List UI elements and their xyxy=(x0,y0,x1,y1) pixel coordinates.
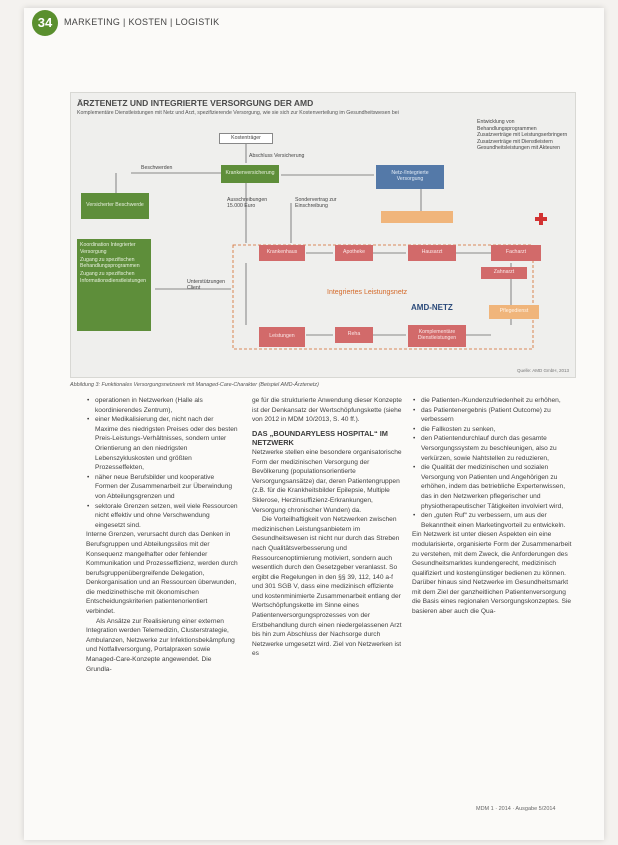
green-list xyxy=(77,239,151,331)
amd-logo: AMD-NETZ xyxy=(411,303,453,312)
kostentraeger-box: Kostenträger xyxy=(219,133,273,144)
list-item: • einer Medikalisierung der, nicht nach der Maxime des niedrigsten Preises oder des besten Preis-Leistungs-Verhältnisses, sondern unter Orientierung an den niedrigsten Lebenszykluskosten und größten Prozesseffekten, xyxy=(95,415,238,473)
leistung-box-3: Hausarzt xyxy=(408,245,456,261)
running-head: MARKETING | KOSTEN | LOGISTIK xyxy=(64,17,220,27)
section-heading: DAS „BOUNDARYLESS HOSPITAL“ IM NETZWERK xyxy=(252,428,388,448)
figure-caption: Abbildung 3: Funktionales Versorgungsnetzwerk mit Managed-Care-Charakter (Beispiel AMD-Ärztenetz) xyxy=(70,382,319,388)
list-item: • näher neue Berufsbilder und kooperative Formen der Zusammenarbeit zur Überwindung von Abteilungsgrenzen und xyxy=(95,473,238,502)
paragraph: Interne Grenzen, verursacht durch das Denken in Berufsgruppen und Abteilungssilos mit der Konsequenz mangelhafter oder fehlender Kommunikation und Prozesseffizienz, werden durch berufsgruppenübergreifende Delegation, Denkorganisation und an Ressourcen überwunden, die medizinethische mit ökonomischen Entscheidungskriterien patientenorientiert verbindet. xyxy=(86,531,238,616)
versicherter-box: Versicherter Beschwerde xyxy=(81,193,149,219)
figure-subtitle: Komplementäre Dienstleistungen mit Netz und Arzt, spezifizierende Versorgung, wie sie sich zur Kostenverteilung im Gesundheitswesen bei xyxy=(77,110,399,116)
kompl-box: Komplementäre Dienstleistungen xyxy=(408,325,466,347)
versicherung-box: Krankenversicherung xyxy=(221,165,279,183)
paragraph: Ein Netzwerk ist unter diesen Aspekten ein eine modularisierte, organisierte Form der Zusammenarbeit zu verstehen, mit dem Zweck, die Anforderungen des Gesundheitsmarktes kundengerecht, medizinisch qualifiziert und kostengünstiger bedienen zu können. Darüber hinaus sind Netzwerke im Gesundheitsmarkt mit dem Ziel der ganzheitlichen Patientenversorgung die Basis eines regionalen Versorgungskonzeptes. Sie basieren aber auch die Qua- xyxy=(412,531,572,616)
list-item: • die Fallkosten zu senken, xyxy=(421,425,572,435)
red-cross-icon xyxy=(535,213,547,225)
beschwerden-label: Beschwerden xyxy=(141,165,173,171)
column-2 xyxy=(252,396,402,659)
figure-diagram xyxy=(70,92,576,378)
list-item: • operationen in Netzwerken (Halle als koordinierendes Zentrum), xyxy=(95,396,238,415)
sondervertrag-label: Sondervertrag zur Einschreibung xyxy=(295,197,337,210)
leistung-box-4: Facharzt xyxy=(491,245,541,261)
leistung-box-6: Pflegedienst xyxy=(489,305,539,319)
list-item: • das Patientenergebnis (Patient Outcome) zu verbessern xyxy=(421,406,572,425)
list-item: • sektorale Grenzen setzen, weil viele Ressourcen nicht effektiv und ohne Verschwendung eingesetzt sind. xyxy=(95,502,238,531)
list-item: • die Patienten-/Kundenzufriedenheit zu erhöhen, xyxy=(421,396,572,406)
green-list-item: Zugang zu spezifischen Informationsdienstleistungen xyxy=(80,271,147,284)
unterstuetzung-label: Unterstützungen Client xyxy=(187,279,226,292)
page-number: 34 xyxy=(32,10,58,36)
netz-vertrag-box: Netz-/Integrierte Versorgung xyxy=(376,165,444,189)
right-list-item: Zusatzverträge mit Leistungserbringern xyxy=(477,132,568,138)
list-item: • den Patientendurchlauf durch das gesamte Versorgungssystem zu beschleunigen, also zu verkürzen, sowie Nahtstellen zu reduzieren, xyxy=(421,434,572,463)
paragraph: Netzwerke stellen eine besondere organisatorische Form der medizinischen Versorgung der Bevölkerung (populationsorientierte Versorgungsansätze) dar, deren Patientengruppen (z.B. für die Krankheitsbilder Epilepsie, Multiple Sklerose, Herzinsuffizienz-Erkrankungen, Versorgung chronischer Wunden) da. xyxy=(252,448,402,514)
column-3 xyxy=(412,396,572,617)
leistung-box-1: Krankenhaus xyxy=(259,245,305,261)
leistungen-box: Leistungen xyxy=(259,327,305,347)
figure-source: Quelle: AMD GmbH, 2013 xyxy=(516,368,569,373)
figure-title: ÄRZTENETZ UND INTEGRIERTE VERSORGUNG DER AMD xyxy=(77,98,314,108)
page-footer: MDM 1 · 2014 · Ausgabe 5/2014 xyxy=(476,806,556,812)
leistung-box-7: Reha xyxy=(335,327,373,343)
paragraph: Als Ansätze zur Realisierung einer externen Integration werden Telemedizin, Clusterstrategie, Ambulanzen, Netzwerke zur Infektionsbekämpfung und Notfallversorgung, Portalpraxen sowie Managed-Care-Konzepte angewendet. Die Grundla- xyxy=(86,617,235,673)
right-list-item: Gesundheitsleistungen mit Akteuren xyxy=(477,145,561,151)
green-list-item: Koordination Integrierter Versorgung xyxy=(80,242,136,255)
column-1 xyxy=(86,396,238,674)
right-list-item: Zusatzverträge mit Dienstleistern xyxy=(477,138,553,145)
leistung-box-5: Zahnarzt xyxy=(481,267,527,279)
paragraph: Die Vorteilhaftigkeit von Netzwerken zwischen medizinischen Leistungsanbietern im Gesundheitswesen ist nicht nur durch das Streben nach Qualitätsverbesserung und Ressourcenoptimierung motiviert, sondern auch wesentlich durch den Gesetzgeber veranlasst. So ergibt die Regelungen in den §§ 39, 112, 140 a-f und 301 SGB V, dass eine medizinisch effiziente und kostenminimierte Zusammenarbeit entlang der Wertschöpfungskette im Sinne eines Patientenversorgungsprozesses von der Erstbehandlung durch einen niedergelassenen Arzt bis hin zum Abschluss der Nachsorge durch Netzwerke umgesetzt wird. Ziel von Netzwerken ist es xyxy=(252,516,402,658)
right-list xyxy=(477,119,571,152)
abschluss-label: Abschluss Versicherung xyxy=(249,153,305,159)
ausschreibung-label: Ausschreibungen 15.000 Euro xyxy=(227,197,268,210)
paragraph: ge für die strukturierte Anwendung dieser Konzepte ist der Denkansatz der Wertschöpfungskette (siehe von 2012 in MDM 10/2013, S. 40 ff.). xyxy=(252,397,402,424)
green-list-item: Zugang zu spezifischen Behandlungsprogrammen xyxy=(80,256,140,270)
list-item: • den „guten Ruf“ zu verbessern, um aus der Bekanntheit einen Marketingvorteil zu entwickeln. xyxy=(421,511,572,530)
leistung-box-2: Apotheke xyxy=(335,245,373,261)
list-item: • die Qualität der medizinischen und sozialen Versorgung von Patienten und Angehörigen zu erhöhen, indem das betriebliche Expertenwissen, das in den Netzwerken pflegerischer und physiotherapeutischer Tätigkeiten involviert wird, xyxy=(421,463,572,511)
orange-box xyxy=(381,211,453,223)
right-list-item: Entwicklung von Behandlungsprogrammen xyxy=(477,119,537,132)
leistungsnetz-label: Integriertes Leistungsnetz xyxy=(327,289,408,296)
